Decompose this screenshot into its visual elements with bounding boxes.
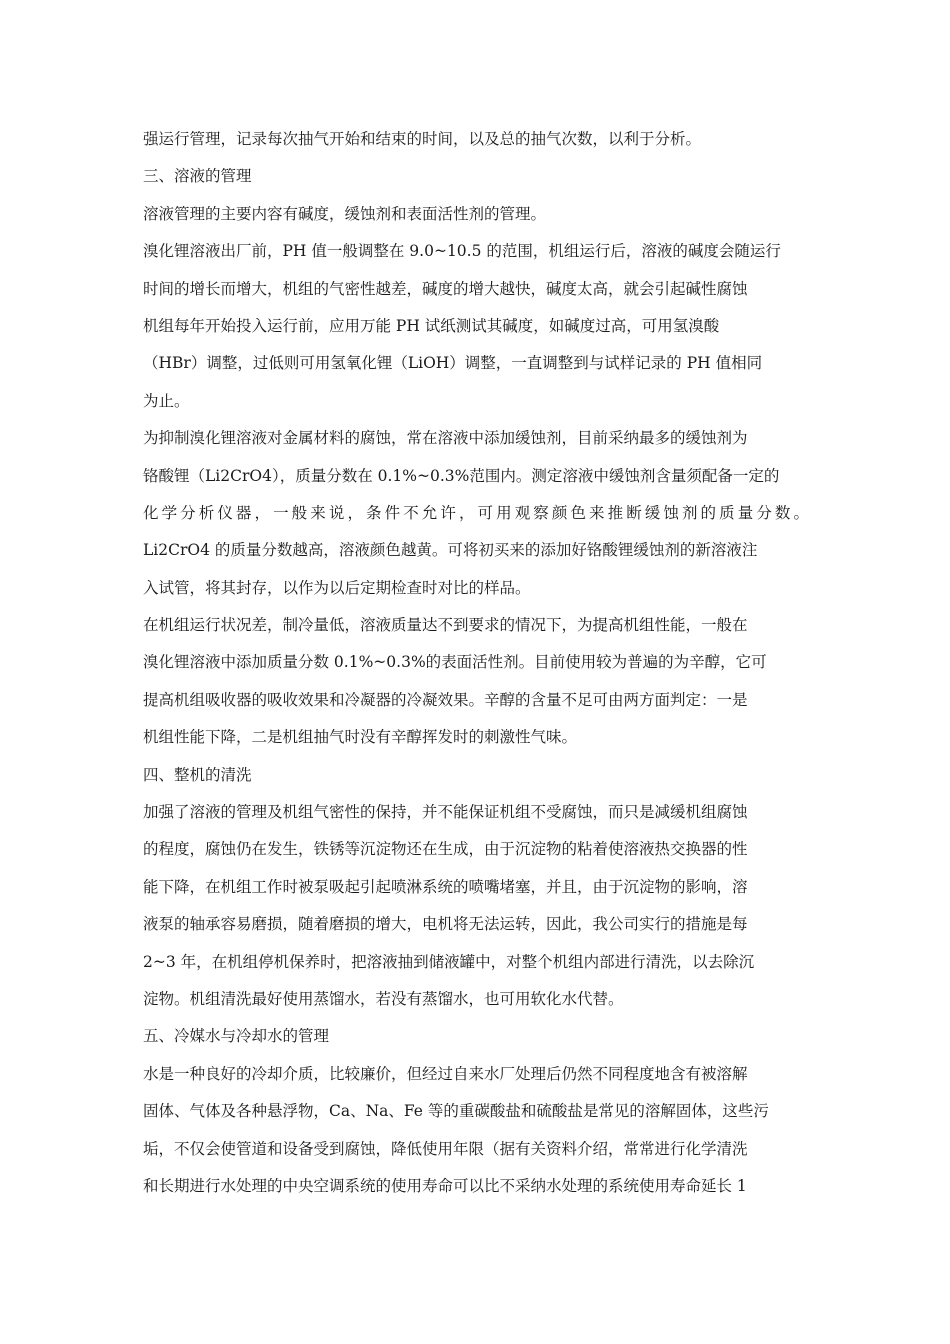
text-line: 入试管，将其封存，以作为以后定期检查时对比的样品。 [143,578,531,597]
text-line: 水是一种良好的冷却介质，比较廉价，但经过自来水厂处理后仍然不同程度地含有被溶解 [143,1064,748,1083]
text-line: 能下降，在机组工作时被泵吸起引起喷淋系统的喷嘴堵塞，并且，由于沉淀物的影响，溶 [143,877,748,896]
text-line: 淀物。机组清洗最好使用蒸馏水，若没有蒸馏水，也可用软化水代替。 [143,989,624,1008]
text-line: 为抑制溴化锂溶液对金属材料的腐蚀，常在溶液中添加缓蚀剂，目前采纳最多的缓蚀剂为 [143,429,748,448]
section-heading-4: 四、整机的清洗 [143,765,252,784]
text-line: 液泵的轴承容易磨损，随着磨损的增大，电机将无法运转，因此，我公司实行的措施是每 [143,915,748,934]
text-line: 为止。 [143,391,190,410]
text-line: 提高机组吸收器的吸收效果和冷凝器的冷凝效果。辛醇的含量不足可由两方面判定：一是 [143,690,748,709]
text-line: 固体、气体及各种悬浮物，Ca、Na、Fe 等的重碳酸盐和硫酸盐是常见的溶解固体，这些污 [143,1102,769,1121]
section-heading-3: 三、溶液的管理 [143,167,252,186]
text-line: 机组性能下降，二是机组抽气时没有辛醇挥发时的刺激性气味。 [143,728,578,747]
text-line: 2~3 年，在机组停机保养时，把溶液抽到储液罐中，对整个机组内部进行清洗，以去除沉 [143,952,755,971]
text-line: 强运行管理，记录每次抽气开始和结束的时间，以及总的抽气次数，以利于分析。 [143,130,702,148]
text-line: Li2CrO4 的质量分数越高，溶液颜色越黄。可将初买来的添加好铬酸锂缓蚀剂的新溶液注 [143,541,758,560]
document-body [143,121,809,1205]
text-line: 铬酸锂（Li2CrO4），质量分数在 0.1%~0.3%范围内。测定溶液中缓蚀剂含量须配备一定的 [143,466,780,485]
section-heading-5: 五、冷媒水与冷却水的管理 [143,1027,330,1046]
text-line: 在机组运行状况差，制冷量低，溶液质量达不到要求的情况下，为提高机组性能，一般在 [143,616,748,635]
text-line: 化学分析仪器，一般来说，条件不允许，可用观察颜色来推断缓蚀剂的质量分数。 [143,503,809,522]
text-line: 溴化锂溶液中添加质量分数 0.1%~0.3%的表面活性剂。目前使用较为普遍的为辛醇，它可 [143,653,767,672]
text-line: 垢，不仅会使管道和设备受到腐蚀，降低使用年限（据有关资料介绍，常常进行化学清洗 [143,1139,748,1158]
text-line: 和长期进行水处理的中央空调系统的使用寿命可以比不采纳水处理的系统使用寿命延长 1 [143,1176,747,1195]
text-line: 机组每年开始投入运行前，应用万能 PH 试纸测试其碱度，如碱度过高，可用氢溴酸 [143,316,720,335]
text-line: （HBr）调整，过低则可用氢氧化锂（LiOH）调整，一直调整到与试样记录的 PH 值相同 [143,354,763,373]
text-line: 溶液管理的主要内容有碱度，缓蚀剂和表面活性剂的管理。 [143,204,547,223]
text-line: 溴化锂溶液出厂前，PH 值一般调整在 9.0~10.5 的范围，机组运行后，溶液的碱度会随运行 [143,242,781,261]
text-line: 时间的增长而增大，机组的气密性越差，碱度的增大越快，碱度太高，就会引起碱性腐蚀 [143,279,748,298]
text-line: 的程度，腐蚀仍在发生，铁锈等沉淀物还在生成，由于沉淀物的粘着使溶液热交换器的性 [143,840,748,859]
text-line: 加强了溶液的管理及机组气密性的保持，并不能保证机组不受腐蚀，而只是减缓机组腐蚀 [143,803,748,822]
